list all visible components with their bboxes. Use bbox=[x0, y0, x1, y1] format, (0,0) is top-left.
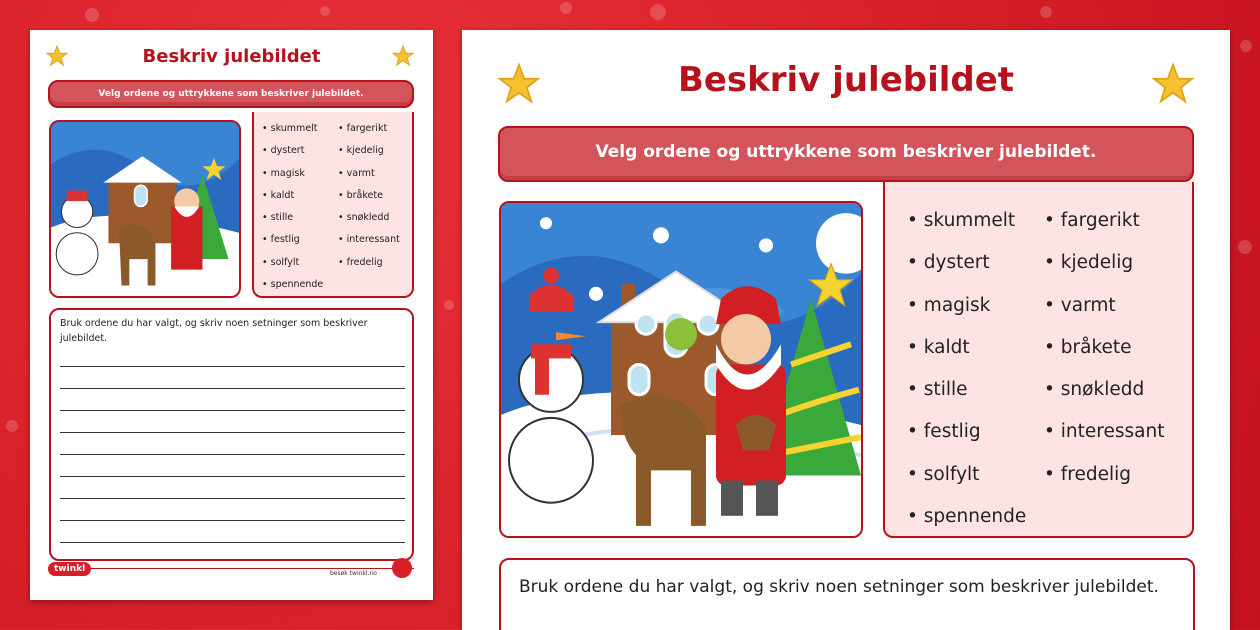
word-option[interactable]: • magisk bbox=[907, 285, 1026, 327]
word-option[interactable]: • solfylt bbox=[262, 252, 323, 274]
word-option[interactable]: • dystert bbox=[262, 140, 323, 162]
writing-area[interactable] bbox=[49, 308, 414, 561]
christmas-scene-image bbox=[49, 120, 241, 298]
word-option[interactable]: • skummelt bbox=[907, 200, 1026, 242]
word-option[interactable]: • kaldt bbox=[262, 185, 323, 207]
page-title: Beskriv julebildet bbox=[677, 60, 1015, 100]
word-option[interactable]: • interessant bbox=[1044, 411, 1164, 453]
word-option[interactable]: • snøkledd bbox=[1044, 369, 1164, 411]
word-option[interactable]: • fargerikt bbox=[1044, 200, 1164, 242]
footer-divider bbox=[49, 568, 414, 569]
writing-line bbox=[60, 432, 405, 433]
background-dot bbox=[444, 300, 454, 310]
writing-prompt: Bruk ordene du har valgt, og skriv noen setninger som beskriver julebildet. bbox=[60, 318, 368, 344]
worksheet-zoomed bbox=[462, 30, 1230, 630]
christmas-scene-image bbox=[499, 201, 863, 538]
writing-line bbox=[60, 454, 405, 455]
word-option[interactable]: • fredelig bbox=[338, 252, 400, 274]
word-option[interactable]: • magisk bbox=[262, 163, 323, 185]
writing-line bbox=[60, 520, 405, 521]
writing-line bbox=[60, 498, 405, 499]
word-option[interactable]: • fargerikt bbox=[338, 118, 400, 140]
word-option[interactable]: • kjedelig bbox=[338, 140, 400, 162]
writing-line bbox=[60, 366, 405, 367]
word-column bbox=[907, 200, 1026, 538]
worksheet-thumbnail[interactable] bbox=[30, 30, 433, 600]
word-option[interactable]: • festlig bbox=[907, 411, 1026, 453]
background-dot bbox=[320, 6, 330, 16]
word-list-panel bbox=[252, 112, 414, 298]
word-column bbox=[262, 118, 323, 296]
word-option[interactable]: • festlig bbox=[262, 229, 323, 251]
writing-line bbox=[60, 542, 405, 543]
instruction-banner: Velg ordene og uttrykkene som beskriver julebildet. bbox=[498, 126, 1194, 182]
word-option[interactable]: • varmt bbox=[1044, 285, 1164, 327]
instruction-banner: Velg ordene og uttrykkene som beskriver julebildet. bbox=[48, 80, 414, 108]
word-option[interactable]: • spennende bbox=[907, 496, 1026, 538]
word-option[interactable]: • stille bbox=[907, 369, 1026, 411]
background-dot bbox=[1240, 40, 1252, 52]
word-option[interactable]: • bråkete bbox=[338, 185, 400, 207]
background-dot bbox=[560, 2, 572, 14]
background-dot bbox=[6, 420, 18, 432]
page-title: Beskriv julebildet bbox=[142, 46, 321, 67]
word-option[interactable]: • dystert bbox=[907, 242, 1026, 284]
word-option[interactable]: • skummelt bbox=[262, 118, 323, 140]
word-option[interactable]: • bråkete bbox=[1044, 327, 1164, 369]
writing-prompt: Bruk ordene du har valgt, og skriv noen setninger som beskriver julebildet. bbox=[519, 577, 1159, 597]
twinkl-badge-icon bbox=[392, 558, 412, 578]
word-column bbox=[1044, 200, 1164, 496]
background-dot bbox=[85, 8, 99, 22]
word-option[interactable]: • solfylt bbox=[907, 454, 1026, 496]
word-option[interactable]: • varmt bbox=[338, 163, 400, 185]
word-option[interactable]: • stille bbox=[262, 207, 323, 229]
word-option[interactable]: • snøkledd bbox=[338, 207, 400, 229]
word-option[interactable]: • spennende bbox=[262, 274, 323, 296]
writing-line bbox=[60, 410, 405, 411]
writing-line bbox=[60, 476, 405, 477]
background-dot bbox=[1040, 6, 1052, 18]
word-option[interactable]: • interessant bbox=[338, 229, 400, 251]
footer-site-text: besøk twinkl.no bbox=[330, 570, 377, 577]
word-option[interactable]: • fredelig bbox=[1044, 454, 1164, 496]
background-dot bbox=[1238, 240, 1252, 254]
word-column bbox=[338, 118, 400, 274]
writing-area[interactable] bbox=[499, 558, 1195, 630]
twinkl-logo: twinkl bbox=[48, 562, 91, 576]
word-option[interactable]: • kjedelig bbox=[1044, 242, 1164, 284]
writing-line bbox=[60, 388, 405, 389]
word-option[interactable]: • kaldt bbox=[907, 327, 1026, 369]
background-dot bbox=[650, 4, 666, 20]
word-list-panel bbox=[883, 182, 1194, 538]
